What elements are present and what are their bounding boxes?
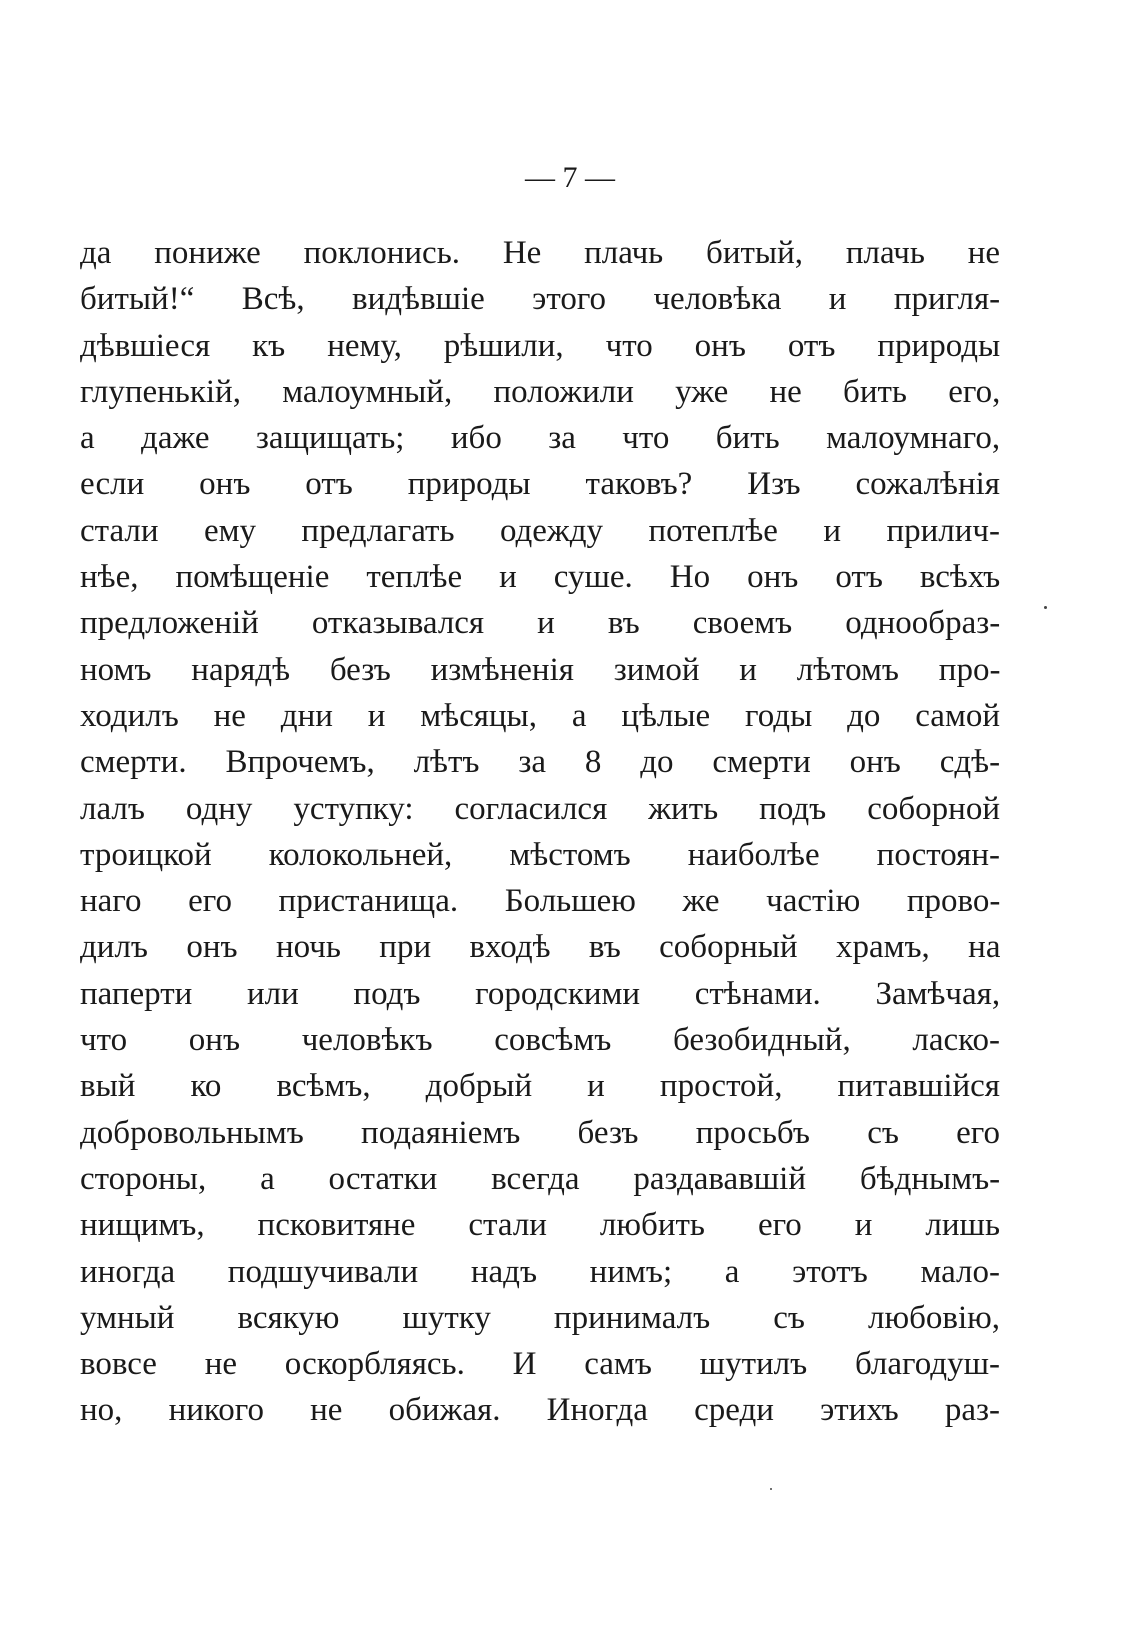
text-line: что онъ человѣкъ совсѣмъ безобидный, ласко- bbox=[80, 1022, 1000, 1059]
text-line: вовсе не оскорбляясь. И самъ шутилъ благодуш- bbox=[80, 1346, 1000, 1383]
text-line: а даже защищать; ибо за что бить малоумнаго, bbox=[80, 420, 1000, 457]
text-line: предложеній отказывался и въ своемъ однообраз- bbox=[80, 605, 1000, 642]
text-line: стали ему предлагать одежду потеплѣе и прилич- bbox=[80, 512, 1000, 549]
text-line: дѣвшіеся къ нему, рѣшили, что онъ отъ природы bbox=[80, 327, 1000, 364]
text-line: наго его пристанища. Большею же частію прово- bbox=[80, 883, 1000, 920]
text-line: нѣе, помѣщеніе теплѣе и суше. Но онъ отъ всѣхъ bbox=[80, 559, 1000, 596]
text-line: битый!“ Всѣ, видѣвшіе этого человѣка и пригля- bbox=[80, 281, 1000, 318]
page-number: — 7 — bbox=[525, 161, 615, 194]
text-line: если онъ отъ природы таковъ? Изъ сожалѣнія bbox=[80, 466, 1000, 503]
body-text bbox=[80, 230, 1000, 1434]
text-line: нищимъ, псковитяне стали любить его и лишь bbox=[80, 1207, 1000, 1244]
text-line: паперти или подъ городскими стѣнами. Замѣчая, bbox=[80, 975, 1000, 1012]
text-line: глупенькій, малоумный, положили уже не бить его, bbox=[80, 373, 1000, 410]
text-line: дилъ онъ ночь при входѣ въ соборный храмъ, на bbox=[80, 929, 1000, 966]
text-line: умный всякую шутку принималъ съ любовію, bbox=[80, 1299, 1000, 1336]
text-line: лалъ одну уступку: согласился жить подъ соборной bbox=[80, 790, 1000, 827]
text-line: номъ нарядѣ безъ измѣненія зимой и лѣтомъ про- bbox=[80, 651, 1000, 688]
text-line: да пониже поклонись. Не плачь битый, плачь не bbox=[80, 235, 1000, 271]
text-line: но, никого не обижая. Иногда среди этихъ раз- bbox=[80, 1392, 1000, 1429]
text-line: стороны, а остатки всегда раздававшій бѣднымъ- bbox=[80, 1160, 1000, 1197]
text-line: иногда подшучивали надъ нимъ; а этотъ мало- bbox=[80, 1253, 1000, 1290]
print-speck bbox=[1044, 606, 1047, 609]
text-line: смерти. Впрочемъ, лѣтъ за 8 до смерти онъ сдѣ- bbox=[80, 744, 1000, 781]
text-line: троицкой колокольней, мѣстомъ наиболѣе постоян- bbox=[80, 836, 1000, 873]
text-line: вый ко всѣмъ, добрый и простой, питавшійся bbox=[80, 1068, 1000, 1105]
print-speck bbox=[770, 1488, 772, 1490]
text-line: ходилъ не дни и мѣсяцы, а цѣлые годы до самой bbox=[80, 697, 1000, 734]
text-line: добровольнымъ подаяніемъ безъ просьбъ съ его bbox=[80, 1114, 1000, 1151]
